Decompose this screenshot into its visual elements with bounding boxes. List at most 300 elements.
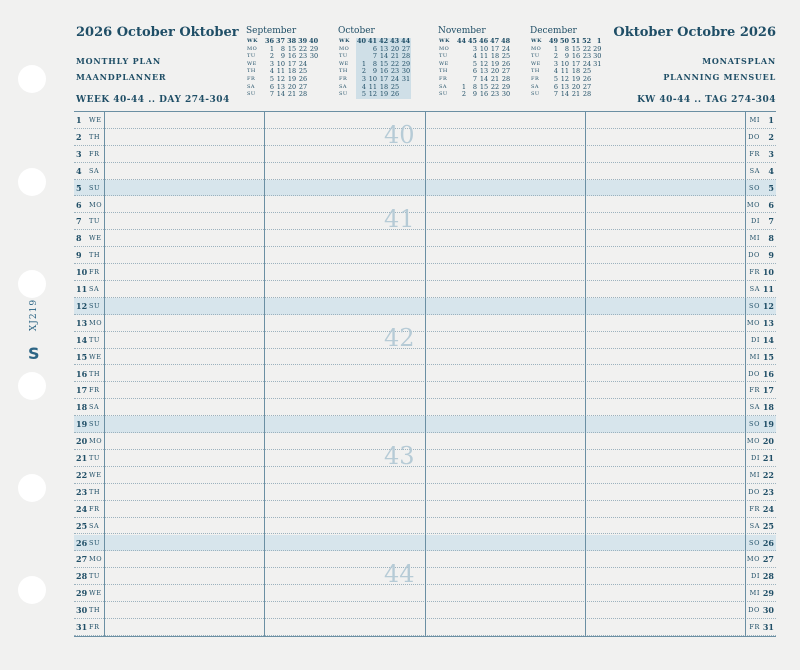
mini-calendar-month-name: December xyxy=(530,26,577,36)
mini-calendar-day: 19 xyxy=(287,74,297,83)
subtitle-monthly-plan: MONTHLY PLAN xyxy=(76,56,162,66)
mini-calendar-week-number: 43 xyxy=(390,37,400,45)
day-label-de: FR xyxy=(749,386,760,395)
mini-calendar-day: 26 xyxy=(582,74,592,83)
mini-calendar-day xyxy=(456,68,467,76)
mini-calendar-day: 30 xyxy=(501,90,511,99)
mini-calendar-day: 25 xyxy=(501,52,511,61)
day-label-de: SO xyxy=(749,183,760,192)
mini-calendar-day: 4 xyxy=(356,84,367,92)
mini-calendar-day xyxy=(308,84,319,92)
mini-calendar-day xyxy=(456,61,467,69)
day-number-right: 29 xyxy=(762,588,774,599)
day-number: 6 xyxy=(76,199,82,210)
mini-calendar-day: 16 xyxy=(379,67,389,76)
mini-calendar-day xyxy=(592,84,602,92)
mini-calendar-day xyxy=(592,68,602,76)
day-label-de: FR xyxy=(749,149,760,158)
day-number-right: 4 xyxy=(768,165,774,176)
mini-calendar-week-number: 47 xyxy=(490,37,500,45)
day-label-de: DO xyxy=(748,132,760,141)
mini-calendar-day: 5 xyxy=(356,91,367,99)
day-number-right: 18 xyxy=(762,402,774,413)
day-label-en: SA xyxy=(89,403,100,412)
mini-calendar-day: 4 xyxy=(553,67,559,76)
day-label-de: SO xyxy=(749,420,760,429)
day-label-en: SU xyxy=(89,538,101,547)
mini-calendar-day: 7 xyxy=(472,74,478,83)
mini-calendar-day: 28 xyxy=(582,90,592,99)
brand-logo-icon: S xyxy=(28,344,40,363)
mini-calendar-october: October WK 40 41 42 43 44 MO 6 13 20 27 TU 7 14 21 28 WE 1 8 15 22 29 TH 2 9 16 23 30 FR 3 10 17 24 31 SA 4 11 18 25 SU 5 12 19 26 xyxy=(338,26,411,99)
day-number: 13 xyxy=(76,317,88,328)
product-code: XJ219 xyxy=(29,298,40,332)
day-label-de: SA xyxy=(749,521,760,530)
mini-calendar-day: 20 xyxy=(571,82,581,91)
day-label-de: MI xyxy=(749,352,760,361)
day-number: 23 xyxy=(76,486,88,497)
day-label-en: TU xyxy=(89,572,101,581)
mini-calendar-day: 17 xyxy=(571,59,581,68)
day-label-en: TH xyxy=(89,132,101,141)
mini-calendar-day: 3 xyxy=(472,44,478,53)
mini-calendar-day: 22 xyxy=(390,59,400,68)
day-number: 22 xyxy=(76,469,88,480)
mini-calendar-day: 16 xyxy=(287,52,297,61)
mini-calendar-day: 13 xyxy=(276,82,286,91)
day-number: 18 xyxy=(76,402,88,413)
mini-calendar-day: 22 xyxy=(582,44,592,53)
mini-calendar-month-name: November xyxy=(438,26,486,36)
mini-calendar-week-number: 49 xyxy=(548,37,559,45)
mini-calendar-day: 26 xyxy=(390,90,400,99)
mini-calendar-day: 6 xyxy=(472,67,478,76)
mini-calendar-day: 23 xyxy=(582,52,592,61)
mini-calendar-day: 16 xyxy=(479,90,489,99)
mini-calendar-day: 13 xyxy=(379,44,389,53)
mini-calendar-day: 25 xyxy=(298,67,308,76)
day-number: 9 xyxy=(76,250,82,261)
column-divider xyxy=(425,112,426,636)
day-number-right: 26 xyxy=(762,537,774,548)
mini-calendar-day: 25 xyxy=(582,67,592,76)
mini-calendar-day: 12 xyxy=(368,90,378,99)
mini-calendar-day: 8 xyxy=(280,44,286,53)
day-number-right: 5 xyxy=(768,182,774,193)
mini-calendar-day: 2 xyxy=(553,52,559,61)
mini-calendar-day: 11 xyxy=(560,67,570,76)
day-number-right: 22 xyxy=(762,469,774,480)
mini-calendar-day: 18 xyxy=(571,67,581,76)
day-number-right: 8 xyxy=(768,233,774,244)
mini-calendar-day: 28 xyxy=(401,52,411,61)
day-label-de: DO xyxy=(748,606,760,615)
mini-calendar-day xyxy=(356,46,367,54)
mini-calendar-day xyxy=(308,76,319,84)
day-number-right: 24 xyxy=(762,503,774,514)
mini-calendar-day: 10 xyxy=(276,59,286,68)
mini-calendar-day: 8 xyxy=(564,44,570,53)
mini-calendar-day: 3 xyxy=(356,76,367,84)
mini-calendar-day: 6 xyxy=(269,82,275,91)
day-label-de: DI xyxy=(751,335,760,344)
mini-calendar-day: 14 xyxy=(276,90,286,99)
day-number: 24 xyxy=(76,503,88,514)
day-label-de: SO xyxy=(749,538,760,547)
mini-calendar-day: 19 xyxy=(490,59,500,68)
day-label-en: WE xyxy=(89,352,102,361)
mini-calendar-day: 11 xyxy=(276,67,286,76)
day-label-de: DI xyxy=(751,454,760,462)
day-label-en: SA xyxy=(89,521,100,530)
mini-calendar-day: 1 xyxy=(269,44,275,53)
mini-calendar-day xyxy=(400,84,411,92)
mini-calendar-day: 12 xyxy=(276,74,286,83)
day-label-de: MI xyxy=(749,116,760,124)
day-number-right: 15 xyxy=(762,351,774,362)
mini-calendar-day xyxy=(308,68,319,76)
day-label-en: WE xyxy=(89,234,102,243)
mini-calendar-day: 12 xyxy=(479,59,489,68)
mini-calendar-day: 6 xyxy=(553,82,559,91)
week-number-watermark: 44 xyxy=(384,560,415,589)
day-label-de: FR xyxy=(749,268,760,277)
mini-calendar-day: 27 xyxy=(582,82,592,91)
mini-calendar-day: 30 xyxy=(593,52,602,61)
day-number: 1 xyxy=(76,115,82,125)
mini-calendar-day: 9 xyxy=(280,52,286,61)
mini-calendar-day: 19 xyxy=(571,74,581,83)
subtitle-monatsplan: MONATSPLAN xyxy=(702,56,776,66)
mini-calendar-day: 5 xyxy=(553,74,559,83)
punch-hole xyxy=(18,168,46,196)
day-label-en: MO xyxy=(89,437,103,446)
mini-calendar-day: 15 xyxy=(479,82,489,91)
day-number-right: 1 xyxy=(768,115,774,125)
mini-calendar-day: 15 xyxy=(287,44,297,53)
day-label-de: SA xyxy=(749,285,760,293)
day-number: 20 xyxy=(76,436,88,447)
day-label-en: SA xyxy=(89,166,100,175)
day-number-right: 31 xyxy=(762,622,774,632)
mini-calendar-day: 23 xyxy=(298,52,308,61)
mini-calendar-day: 27 xyxy=(401,44,411,53)
day-label-de: MO xyxy=(746,200,760,209)
mini-calendar-day: 15 xyxy=(379,59,389,68)
mini-calendar-day: 17 xyxy=(287,59,297,68)
mini-calendar-day xyxy=(456,53,467,61)
subtitle-maandplanner: MAANDPLANNER xyxy=(76,72,167,82)
mini-calendar-week-number: 37 xyxy=(276,37,286,45)
mini-calendar-day: 15 xyxy=(571,44,581,53)
mini-calendar-week-number: 48 xyxy=(501,37,511,45)
day-number: 2 xyxy=(76,131,82,142)
day-number-right: 30 xyxy=(762,605,774,616)
mini-calendar-day: 16 xyxy=(571,52,581,61)
day-number: 5 xyxy=(76,182,82,193)
mini-calendar-day: 12 xyxy=(560,74,570,83)
mini-calendar-week-number: 38 xyxy=(287,37,297,45)
mini-calendar-day: 26 xyxy=(501,59,511,68)
week-number-watermark: 42 xyxy=(384,323,415,352)
day-label-de: SA xyxy=(749,166,760,175)
mini-calendar-day: 8 xyxy=(472,82,478,91)
mini-calendar-day: 30 xyxy=(401,67,411,76)
mini-calendar-day: 29 xyxy=(593,44,602,53)
mini-calendar-day: 7 xyxy=(269,90,275,99)
column-divider xyxy=(104,112,105,636)
mini-calendar-day: 30 xyxy=(309,52,319,61)
day-number-right: 7 xyxy=(768,216,774,227)
mini-calendar-week-number: 39 xyxy=(298,37,308,45)
day-number: 27 xyxy=(76,554,88,565)
day-label-de: MO xyxy=(746,318,760,327)
day-label-en: SA xyxy=(89,285,100,293)
mini-calendar-december: December WK 49 50 51 52 1 MO 1 8 15 22 29 TU 2 9 16 23 30 WE 3 10 17 24 31 TH 4 11 18 25 FR 5 12 19 26 SA 6 13 20 27 SU 7 14 21 28 xyxy=(530,26,602,99)
mini-calendar-day: 13 xyxy=(479,67,489,76)
mini-calendar-day: 17 xyxy=(490,44,500,53)
mini-calendar-day: 1 xyxy=(553,44,559,53)
day-number: 16 xyxy=(76,368,88,379)
day-number: 25 xyxy=(76,520,88,531)
day-number-right: 23 xyxy=(762,486,774,497)
mini-calendar-day: 22 xyxy=(298,44,308,53)
mini-calendar-month-name: October xyxy=(338,26,375,36)
day-label-de: DO xyxy=(748,251,760,260)
day-number: 26 xyxy=(76,537,88,548)
mini-calendar-day: 11 xyxy=(368,82,378,91)
day-number: 31 xyxy=(76,622,88,632)
day-label-de: MI xyxy=(749,234,760,243)
day-label-en: WE xyxy=(89,470,102,479)
mini-calendar-day: 24 xyxy=(582,59,592,68)
day-number: 8 xyxy=(76,233,82,244)
day-label-en: FR xyxy=(89,623,100,631)
mini-calendar-day: 23 xyxy=(490,90,500,99)
mini-calendar-day: 25 xyxy=(390,82,400,91)
mini-calendar-day xyxy=(592,91,602,99)
mini-calendar-day: 29 xyxy=(401,59,411,68)
mini-calendar-week-number: 45 xyxy=(468,37,478,45)
week-range-right: KW 40-44 .. TAG 274-304 xyxy=(637,95,776,105)
mini-calendar-day xyxy=(308,61,319,69)
day-number-right: 17 xyxy=(762,385,774,396)
day-label-de: MI xyxy=(749,589,760,598)
punch-hole xyxy=(18,270,46,298)
mini-calendar-day: 20 xyxy=(287,82,297,91)
mini-calendar-day: 17 xyxy=(379,74,389,83)
day-label-en: WE xyxy=(89,116,102,124)
mini-calendar-day: 24 xyxy=(298,59,308,68)
mini-calendar-week-number: 40 xyxy=(356,37,367,45)
mini-calendar-day: 14 xyxy=(560,90,570,99)
day-number: 10 xyxy=(76,267,88,278)
mini-calendar-day: 24 xyxy=(390,74,400,83)
mini-calendar-day: 2 xyxy=(461,90,467,99)
mini-calendar-day: 18 xyxy=(379,82,389,91)
mini-calendar-day: 9 xyxy=(564,52,570,61)
mini-calendar-day xyxy=(400,91,411,99)
day-label-en: FR xyxy=(89,504,100,513)
mini-calendar-week-number: 1 xyxy=(596,37,602,45)
day-label-de: MO xyxy=(746,437,760,446)
day-number: 15 xyxy=(76,351,88,362)
day-label-de: FR xyxy=(749,504,760,513)
day-label-en: MO xyxy=(89,200,103,209)
day-number-right: 25 xyxy=(762,520,774,531)
day-number: 4 xyxy=(76,165,82,176)
mini-calendar-day: 1 xyxy=(461,82,467,91)
mini-calendar-day: 21 xyxy=(571,90,581,99)
subtitle-planning-mensuel: PLANNING MENSUEL xyxy=(663,72,776,82)
day-label-en: MO xyxy=(89,555,103,564)
title-right: Oktober Octobre 2026 xyxy=(613,25,776,40)
mini-calendar-week-number: 52 xyxy=(582,37,592,45)
mini-calendar-day: 7 xyxy=(553,90,559,99)
day-number: 21 xyxy=(76,453,88,463)
mini-calendar-month-name: September xyxy=(246,26,297,36)
mini-calendar-day: 10 xyxy=(479,44,489,53)
day-label-en: FR xyxy=(89,149,100,158)
monthly-grid xyxy=(74,111,776,637)
day-label-de: SA xyxy=(749,403,760,412)
mini-calendar-week-number: 46 xyxy=(479,37,489,45)
punch-hole xyxy=(18,474,46,502)
mini-calendar-day: 21 xyxy=(287,90,297,99)
mini-calendar-day: 31 xyxy=(593,59,602,68)
title-left: 2026 October Oktober xyxy=(76,25,239,40)
day-label-en: MO xyxy=(89,318,103,327)
day-number-right: 9 xyxy=(768,250,774,261)
day-label-de: FR xyxy=(749,623,760,631)
day-number: 14 xyxy=(76,334,88,345)
day-number-right: 11 xyxy=(762,284,774,294)
day-number: 17 xyxy=(76,385,88,396)
mini-calendar-day: 14 xyxy=(379,52,389,61)
day-number-right: 14 xyxy=(762,334,774,345)
mini-calendar-day: 18 xyxy=(287,67,297,76)
mini-calendar-day: 9 xyxy=(472,90,478,99)
mini-calendar-day: 6 xyxy=(367,46,378,54)
day-label-en: WE xyxy=(89,589,102,598)
day-label-en: TH xyxy=(89,487,101,496)
mini-calendar-day: 18 xyxy=(490,52,500,61)
mini-calendar-week-number: 40 xyxy=(309,37,319,45)
punch-hole xyxy=(18,65,46,93)
week-range-left: WEEK 40-44 .. DAY 274-304 xyxy=(76,95,230,105)
mini-calendar-day: 13 xyxy=(560,82,570,91)
mini-calendar-day: 14 xyxy=(479,74,489,83)
mini-calendar-day: 21 xyxy=(490,74,500,83)
column-divider xyxy=(585,112,586,636)
day-number-right: 6 xyxy=(768,199,774,210)
day-number-right: 2 xyxy=(768,131,774,142)
day-number-right: 27 xyxy=(762,554,774,565)
week-number-watermark: 43 xyxy=(384,442,415,470)
day-label-en: TH xyxy=(89,369,101,378)
mini-calendar-day xyxy=(308,91,319,99)
day-number-right: 16 xyxy=(762,368,774,379)
day-number: 7 xyxy=(76,216,82,227)
mini-calendar-week-number: 51 xyxy=(571,37,581,45)
column-divider xyxy=(264,112,265,636)
day-label-en: TU xyxy=(89,335,101,344)
day-number: 3 xyxy=(76,148,82,159)
mini-calendar-day: 10 xyxy=(368,74,378,83)
mini-calendar-day: 9 xyxy=(367,68,378,76)
mini-calendar-day: 29 xyxy=(309,44,319,53)
column-divider xyxy=(745,112,746,636)
mini-calendar-week-number: 44 xyxy=(456,37,467,45)
mini-calendar-day: 1 xyxy=(356,61,367,69)
mini-calendar-day: 11 xyxy=(479,52,489,61)
day-label-en: TU xyxy=(89,454,101,462)
mini-calendar-day: 19 xyxy=(379,90,389,99)
mini-calendar-day: 10 xyxy=(560,59,570,68)
day-number-right: 20 xyxy=(762,436,774,447)
punch-hole xyxy=(18,576,46,604)
mini-calendar-week-number: 41 xyxy=(368,37,378,45)
mini-calendar-day: 27 xyxy=(501,67,511,76)
day-number: 30 xyxy=(76,605,88,616)
day-label-de: DO xyxy=(748,369,760,378)
mini-calendar-day: 20 xyxy=(490,67,500,76)
day-number-right: 10 xyxy=(762,267,774,278)
mini-calendar-day: 21 xyxy=(390,52,400,61)
mini-calendar-day: 5 xyxy=(269,74,275,83)
day-number-right: 28 xyxy=(762,571,774,582)
mini-calendar-day: 8 xyxy=(367,61,378,69)
mini-calendar-day: 26 xyxy=(298,74,308,83)
mini-calendar-day: 24 xyxy=(501,44,511,53)
mini-calendar-november: November WK 44 45 46 47 48 MO 3 10 17 24 TU 4 11 18 25 WE 5 12 19 26 TH 6 13 20 27 FR 7 14 21 28 SA 1 8 15 22 29 SU 2 9 16 23 30 xyxy=(438,26,511,99)
mini-calendar-day: 7 xyxy=(367,53,378,61)
day-label-en: FR xyxy=(89,386,100,395)
day-number: 19 xyxy=(76,419,88,430)
day-label-en: SU xyxy=(89,301,101,310)
day-number: 11 xyxy=(76,284,88,294)
day-label-de: DI xyxy=(751,572,760,581)
mini-calendar-week-number: 44 xyxy=(401,37,411,45)
day-label-de: MI xyxy=(749,470,760,479)
day-number: 12 xyxy=(76,300,88,311)
day-label-de: DI xyxy=(751,217,760,226)
mini-calendar-day: 22 xyxy=(490,82,500,91)
mini-calendar-day: 3 xyxy=(553,59,559,68)
day-label-en: SU xyxy=(89,183,101,192)
mini-calendar-day: 4 xyxy=(269,67,275,76)
day-number-right: 12 xyxy=(762,300,774,311)
mini-calendar-day: 23 xyxy=(390,67,400,76)
mini-calendar-week-number: 50 xyxy=(560,37,570,45)
day-label-en: TH xyxy=(89,251,101,260)
day-number-right: 13 xyxy=(762,317,774,328)
day-number-right: 19 xyxy=(762,419,774,430)
day-label-de: DO xyxy=(748,487,760,496)
mini-calendar-day: 31 xyxy=(401,74,411,83)
mini-calendar-day: 27 xyxy=(298,82,308,91)
day-label-en: SU xyxy=(89,420,101,429)
mini-calendar-week-number: 36 xyxy=(264,37,275,45)
mini-calendar-day: 28 xyxy=(501,74,511,83)
mini-calendar-day xyxy=(456,46,467,54)
mini-calendar-day: 20 xyxy=(390,44,400,53)
day-label-en: TH xyxy=(89,606,101,615)
day-number: 29 xyxy=(76,588,88,599)
mini-calendar-day: 5 xyxy=(472,59,478,68)
mini-calendar-day: 2 xyxy=(269,52,275,61)
mini-calendar-day xyxy=(592,76,602,84)
